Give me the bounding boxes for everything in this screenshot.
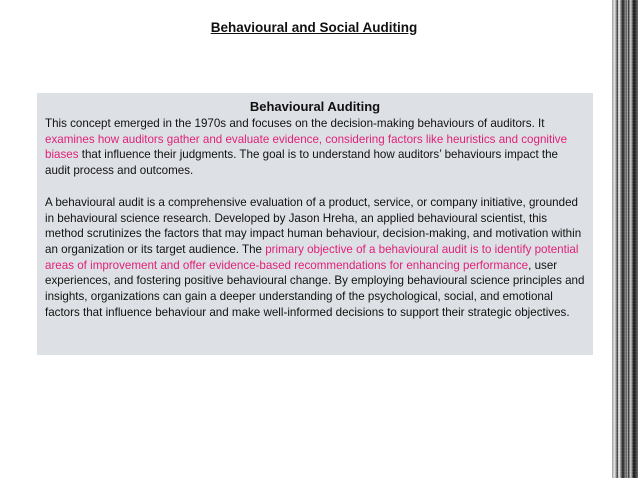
decor-stripe <box>627 0 628 478</box>
paragraph-intro <box>45 116 585 179</box>
paragraph-intro-text-a: This concept emerged in the 1970s and focuses on the decision-making behaviours of auditors. It <box>45 117 545 130</box>
paragraph-intro-text-c: that influence their judgments. The goal is to understand how auditors’ behaviours impact the audit process and outcomes. <box>45 148 559 178</box>
paragraph-gap <box>45 179 585 195</box>
box-heading: Behavioural Auditing <box>249 99 381 114</box>
slide-title: Behavioural and Social Auditing <box>210 20 418 35</box>
paragraph-detail-text-a: A behavioural audit is a comprehensive evaluation of a product, service, or company initiative, grounded in behavioural science research. Developed by Jason Hreha, an applied behavioural scientist, this method scrutinizes the factors that may impact human behaviour, decision-making, and motivation within an organization or its target audience. The <box>45 195 582 256</box>
decorative-side-strip <box>612 0 638 478</box>
content-box <box>37 93 593 355</box>
paragraph-detail-highlight: primary objective of a behavioural audit is to identify potential areas of improvement and offer evidence-based recommendations for enhancing performance <box>45 242 579 272</box>
paragraph-detail-text-c: , user experiences, and fostering positive behavioural change. By employing behavioural science principles and insights, organizations can gain a deeper understanding of the psychological, social, and emotional factors that influence behaviour and make well-informed decisions to support their strategic objectives. <box>45 258 585 319</box>
paragraph-detail <box>45 195 585 321</box>
decor-stripe <box>618 0 620 478</box>
paragraph-intro-highlight: examines how auditors gather and evaluate evidence, considering factors like heuristics and cognitive biases <box>45 132 568 162</box>
